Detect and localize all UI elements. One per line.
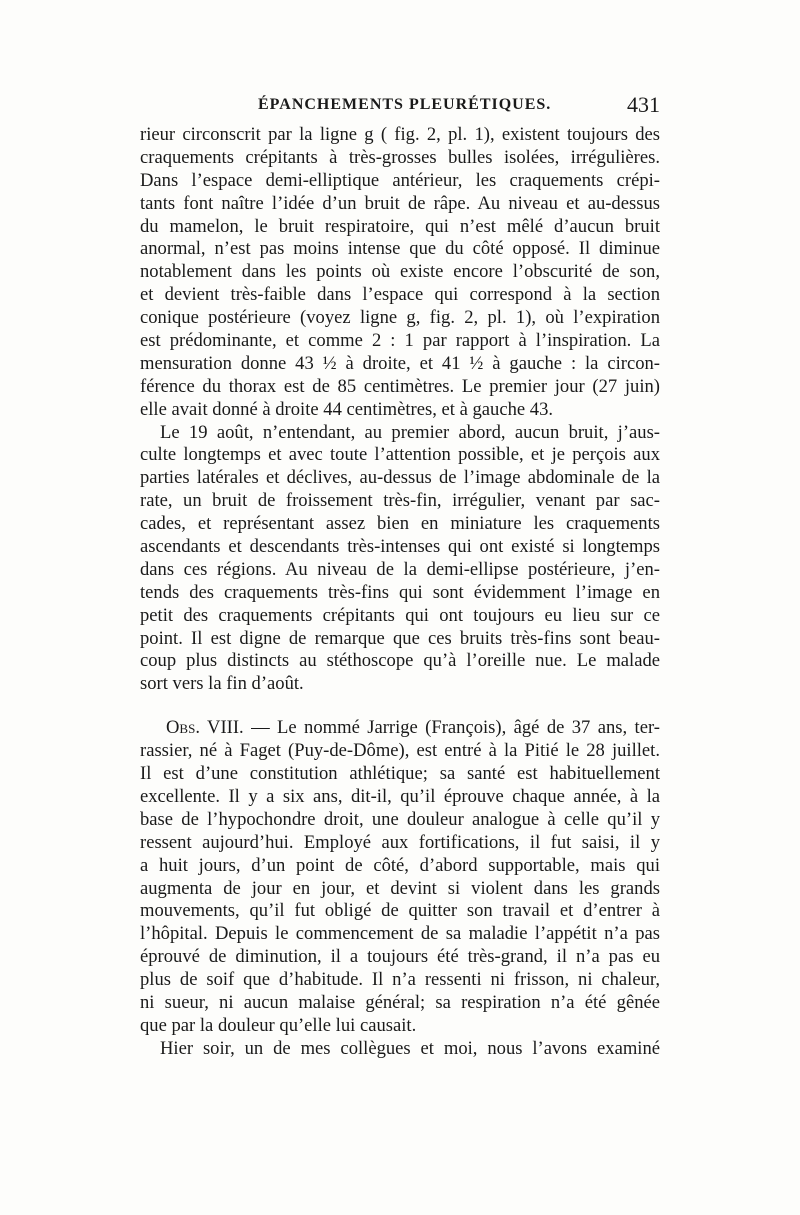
paragraph-continuation	[140, 124, 660, 422]
text-line: est prédominante, et comme 2 : 1 par rapport à l’inspiration. La	[140, 330, 660, 352]
text-line: éprouvé de diminution, il a toujours été très-grand, il n’a pas eu	[140, 946, 660, 968]
text-line: parties latérales et déclives, au-dessus de l’image abdominale de la	[140, 467, 660, 489]
text-line: tends des craquements très-fins qui sont évidemment l’image en	[140, 581, 660, 603]
text-line: conique postérieure (voyez ligne g, fig. 2, pl. 1), où l’expiration	[140, 307, 660, 329]
text-line: sort vers la fin d’août.	[140, 673, 304, 695]
text-line: du mamelon, le bruit respiratoire, qui n’est mêlé d’aucun bruit	[140, 215, 660, 237]
text-line: rieur circonscrit par la ligne g ( fig. 2, pl. 1), existent toujours des	[140, 124, 660, 145]
text-line: dans ces régions. Au niveau de la demi-ellipse postérieure, j’en-	[140, 558, 660, 580]
text-line: Dans l’espace demi-elliptique antérieur, les craquements crépi-	[140, 169, 660, 191]
text-line: rassier, né à Faget (Puy-de-Dôme), est entré à la Pitié le 28 juillet.	[140, 740, 660, 762]
text-line: férence du thorax est de 85 centimètres. Le premier jour (27 juin)	[140, 375, 660, 397]
text-line: notablement dans les points où existe encore l’obscurité de son,	[140, 261, 660, 283]
text-line: ressent aujourd’hui. Employé aux fortifications, il fut saisi, il y	[140, 831, 660, 853]
paragraph-august-19	[140, 422, 660, 697]
paragraph-examination	[140, 1038, 660, 1061]
text-line: ascendants et descendants très-intenses qui ont existé si longtemps	[140, 536, 660, 558]
text-line: a huit jours, d’un point de côté, d’abord supportable, mais qui	[140, 854, 660, 876]
text-line: petit des craquements crépitants qui ont toujours eu lieu sur ce	[140, 604, 660, 626]
text-line: l’hôpital. Depuis le commencement de sa maladie l’appétit n’a pas	[140, 923, 660, 945]
text-line: anormal, n’est pas moins intense que du côté opposé. Il diminue	[140, 238, 660, 260]
page-number: 431	[627, 92, 660, 117]
text-line: Il est d’une constitution athlétique; sa santé est habituellement	[140, 763, 660, 785]
running-title: ÉPANCHEMENTS PLEURÉTIQUES.	[258, 96, 552, 113]
text-line: mouvements, qu’il fut obligé de quitter son travail et d’entrer à	[140, 900, 660, 922]
text-line: coup plus distincts au stéthoscope qu’à l’oreille nue. Le malade	[140, 650, 660, 672]
text-line: Hier soir, un de mes collègues et moi, nous l’avons examiné	[160, 1037, 660, 1059]
text-line: excellente. Il y a six ans, dit-il, qu’il éprouve chaque année, à la	[140, 785, 660, 807]
text-line: tants font naître l’idée d’un bruit de râpe. Au niveau et au-dessus	[140, 192, 660, 214]
text-line: augmenta de jour en jour, et devint si violent dans les grands	[140, 877, 660, 899]
text-line: ni sueur, ni aucun malaise général; sa respiration n’a été gênée	[140, 991, 660, 1013]
text-line: culte longtemps et avec toute l’attention possible, et je perçois aux	[140, 444, 660, 466]
text-line: elle avait donné à droite 44 centimètres, et à gauche 43.	[140, 398, 554, 420]
paragraph-observation-viii	[140, 717, 660, 1037]
text-line: et devient très-faible dans l’espace qui correspond à la section	[140, 284, 660, 306]
text-line: cades, et représentant assez bien en miniature les craquements	[140, 513, 660, 535]
text-line: craquements crépitants à très-grosses bulles isolées, irrégulières.	[140, 146, 660, 168]
text-line: point. Il est digne de remarque que ces bruits très-fins sont beau-	[140, 627, 660, 649]
text-line: plus de soif que d’habitude. Il n’a ressenti ni frisson, ni chaleur,	[140, 969, 660, 991]
text-line	[140, 717, 660, 740]
page-header	[140, 92, 660, 122]
observation-intro: — Le nommé Jarrige (François), âgé de 37 ans, ter-	[243, 717, 660, 739]
text-line: que par la douleur qu’elle lui causait.	[140, 1014, 417, 1036]
section-gap	[140, 696, 660, 717]
body-text	[140, 124, 660, 1061]
text-line: Le 19 août, n’entendant, au premier abord, aucun bruit, j’aus-	[160, 421, 660, 443]
text-line: rate, un bruit de froissement très-fin, irrégulier, venant par sac-	[140, 490, 660, 512]
observation-label: Obs. VIII.	[166, 717, 244, 739]
text-line: mensuration donne 43 ½ à droite, et 41 ½ à gauche : la circon-	[140, 352, 660, 374]
text-line: base de l’hypochondre droit, une douleur analogue à celle qu’il y	[140, 808, 660, 830]
